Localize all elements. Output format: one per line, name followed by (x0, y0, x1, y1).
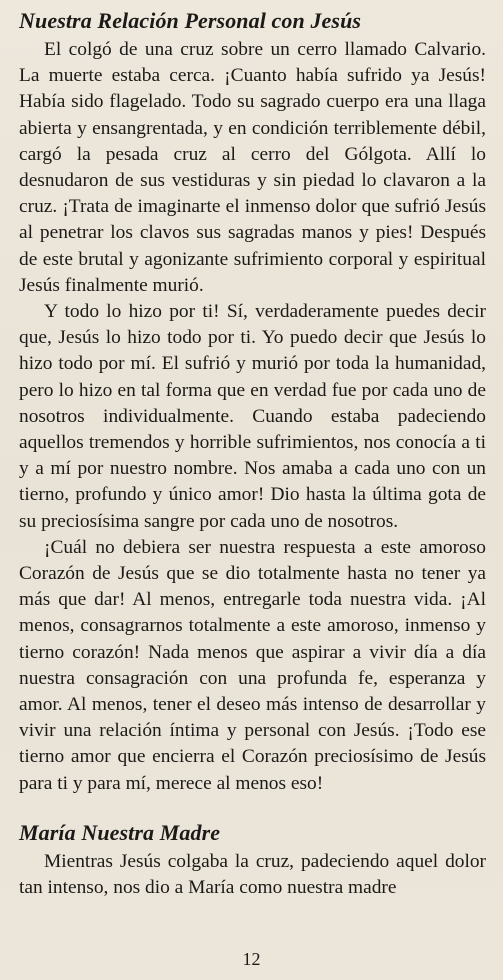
section-heading: María Nuestra Madre (19, 819, 221, 845)
body-paragraph: El colgó de una cruz sobre un cerro llamado Calvario. La muerte estaba cerca. ¡Cuanto había sufrido ya Jesús! Había sido flagelado. Todo su sagrado cuerpo era una llaga abierta y ensangrentada, y en condición terriblemente débil, cargó la pesada cruz al cerro del Gólgota. Allí lo desnudaron de sus vestiduras y sin piedad lo clavaron a la cruz. ¡Trata de imaginarte el inmenso dolor que sufrió Jesús al penetrar los clavos sus sagradas manos y pies! Después de este brutal y agonizante sufrimiento corporal y espiritual Jesús finalmente murió. (19, 39, 486, 296)
body-paragraph: ¡Cuál no debiera ser nuestra respuesta a este amoroso Corazón de Jesús que se dio totalmente hasta no tener ya más que dar! Al menos, entregarle toda nuestra vida. ¡Al menos, consagrarnos totalmente a este amoroso, inmenso y tierno corazón! Nada menos que aspirar a vivir día a día nuestra consagración con una profunda fe, esperanza y amor. Al menos, tener el deseo más intenso de desarrollar y vivir una relación íntima y personal con Jesús. ¡Todo ese tierno amor que encierra el Corazón preciosísimo de Jesús para ti y para mí, merece al menos eso! (19, 536, 486, 794)
page-number: 12 (242, 949, 261, 969)
body-paragraph: Mientras Jesús colgaba la cruz, padeciendo aquel dolor tan intenso, nos dio a María como nuestra madre (19, 850, 486, 899)
section-heading: Nuestra Relación Personal con Jesús (19, 8, 362, 33)
body-paragraph: Y todo lo hizo por ti! Sí, verdaderamente puedes decir que, Jesús lo hizo todo por ti. Yo puedo decir que Jesús lo hizo todo por mí. El sufrió y murió por toda la humanidad, pero lo hizo en tal forma que en verdad fue por cada uno de nosotros individualmente. Cuando estaba padeciendo aquellos tremendos y horrible sufrimientos, nos conocía a ti y a mí por nuestro nombre. Nos amaba a cada uno con un tierno, profundo y único amor! Dio hasta la última gota de su preciosísima sangre por cada uno de nosotros. (19, 301, 486, 532)
